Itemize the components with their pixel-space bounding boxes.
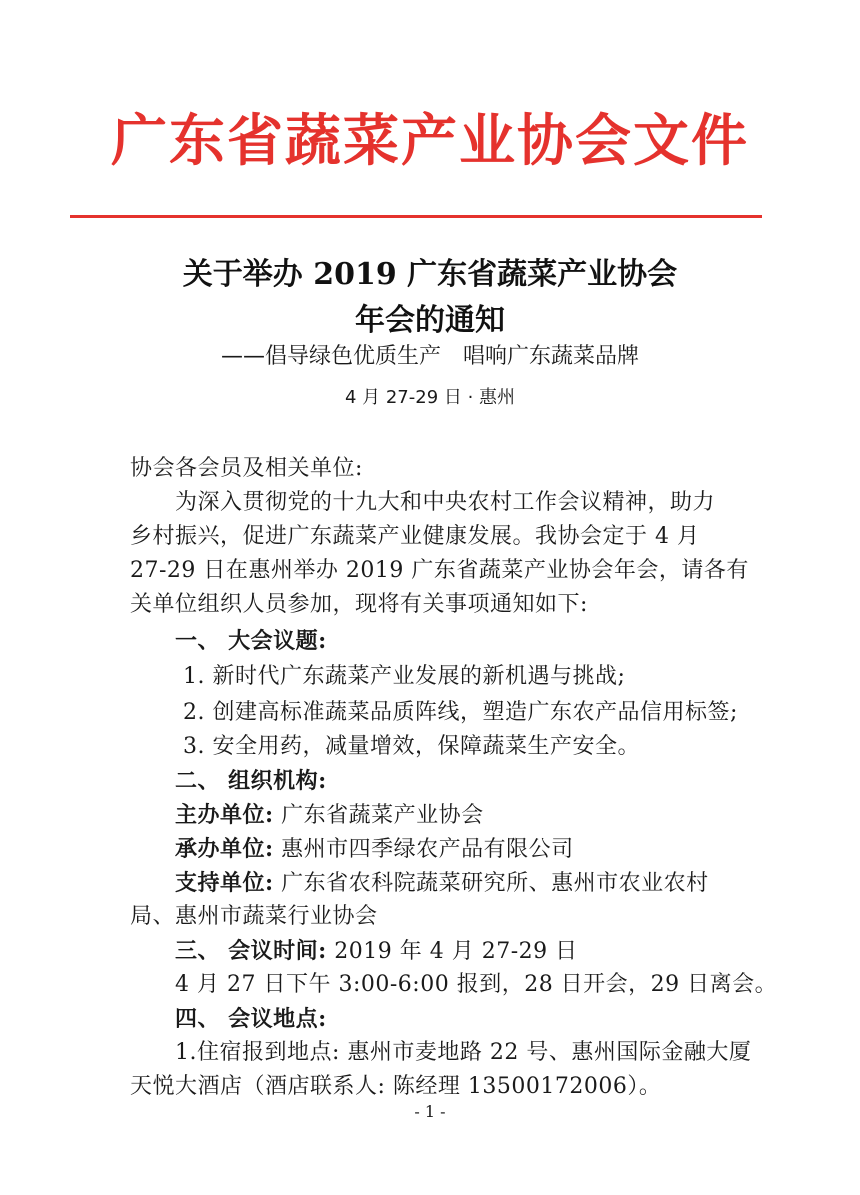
support-unit-value: 广东省农科院蔬菜研究所、惠州市农业农村 xyxy=(273,871,709,896)
section-1-item-1: 1. 新时代广东蔬菜产业发展的新机遇与挑战; xyxy=(183,664,626,689)
intro-line-4: 关单位组织人员参加，现将有关事项通知如下: xyxy=(130,592,588,617)
organizer-unit-row xyxy=(175,833,775,866)
notice-subtitle: ——倡导绿色优质生产 唱响广东蔬菜品牌 xyxy=(220,344,639,369)
section-3-row xyxy=(175,935,775,968)
section-3-value: 2019 年 4 月 27-29 日 xyxy=(326,939,578,964)
notice-title-line-2: 年会的通知 xyxy=(355,303,505,338)
section-1-item-2: 2. 创建高标准蔬菜品质阵线，塑造广东农产品信用标签; xyxy=(183,700,738,725)
section-1-item-3: 3. 安全用药，减量增效，保障蔬菜生产安全。 xyxy=(183,734,640,759)
masthead-title: 广东省蔬菜产业协会文件 xyxy=(111,108,749,174)
salutation: 协会各会员及相关单位: xyxy=(130,456,363,481)
page-number: - 1 - xyxy=(414,1102,446,1121)
section-4-heading: 四、 会议地点: xyxy=(175,1006,327,1032)
support-unit-row xyxy=(175,867,775,900)
host-unit-label: 主办单位: xyxy=(175,802,274,828)
organizer-unit-label: 承办单位: xyxy=(175,836,274,862)
support-unit-continuation: 局、惠州市蔬菜行业协会 xyxy=(130,904,378,929)
host-unit-row xyxy=(175,799,775,832)
section-3-heading: 三、 会议时间: xyxy=(175,938,327,964)
masthead-red-rule xyxy=(70,215,762,218)
notice-title-line-1: 关于举办 2019 广东省蔬菜产业协会 xyxy=(182,257,678,292)
notice-dateline: 4 月 27-29 日 · 惠州 xyxy=(344,387,516,408)
section-2-heading: 二、 组织机构: xyxy=(175,768,327,794)
intro-line-1: 为深入贯彻党的十九大和中央农村工作会议精神，助力 xyxy=(175,490,716,515)
section-3-detail: 4 月 27 日下午 3:00-6:00 报到，28 日开会，29 日离会。 xyxy=(175,972,778,997)
intro-line-3: 27-29 日在惠州举办 2019 广东省蔬菜产业协会年会，请各有 xyxy=(130,558,749,583)
organizer-unit-value: 惠州市四季绿农产品有限公司 xyxy=(273,837,574,862)
support-unit-label: 支持单位: xyxy=(175,870,274,896)
host-unit-value: 广东省蔬菜产业协会 xyxy=(273,803,484,828)
section-4-line-1: 1.住宿报到地点: 惠州市麦地路 22 号、惠州国际金融大厦 xyxy=(175,1040,752,1065)
section-4-line-2: 天悦大酒店（酒店联系人: 陈经理 13500172006）。 xyxy=(130,1074,662,1099)
intro-line-2: 乡村振兴，促进广东蔬菜产业健康发展。我协会定于 4 月 xyxy=(130,524,700,549)
section-1-heading: 一、 大会议题: xyxy=(175,628,327,654)
